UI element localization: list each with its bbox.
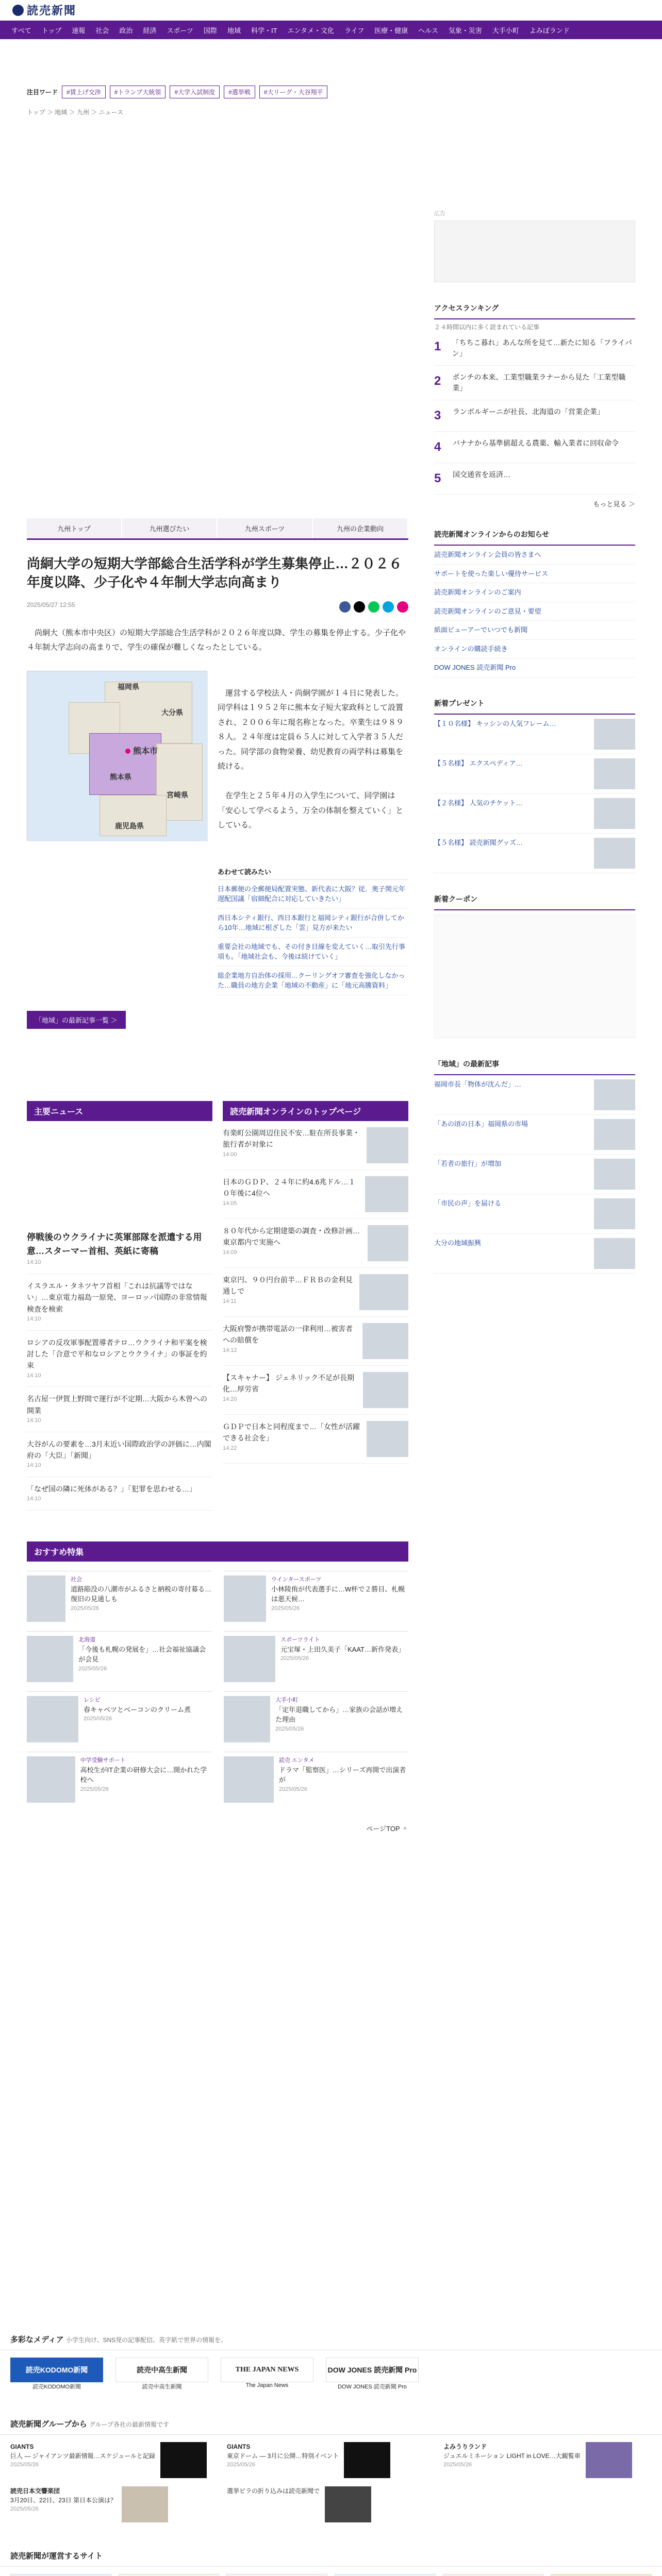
coupon-box[interactable] xyxy=(434,914,635,1038)
trend-tag[interactable]: #選挙戦 xyxy=(224,86,255,98)
online-info-link[interactable]: サポートを使った楽しい優待サービス xyxy=(434,565,635,584)
main-news-col xyxy=(27,1101,212,1511)
card-category: ウインタースポーツ xyxy=(271,1577,322,1583)
present-text: 【５名様】 エクスペディア… xyxy=(434,759,523,767)
region-news-thumbnail xyxy=(594,1119,635,1150)
news-time: 14:10 xyxy=(27,1496,41,1502)
card-time: 2025/05/26 xyxy=(78,1665,107,1672)
present-thumbnail xyxy=(594,798,635,829)
map-label: 大分県 xyxy=(161,708,183,717)
card-text: 道路陥没の八潮市がふるさと納税の寄付募る…復旧の見通しも xyxy=(71,1585,212,1603)
group-text: 東京ドーム — 3月に公開…特別イベント xyxy=(227,2452,339,2460)
ranking-subtitle: ２４時間以内に多く読まれている記事 xyxy=(434,324,540,331)
online-news-col xyxy=(223,1101,408,1511)
news-headline: ８０年代から定期建築の調査・改修計画…東京都内で実施へ xyxy=(223,1226,360,1247)
group-desc: グループ各社の最新情報です xyxy=(89,2421,170,2428)
news-item[interactable] xyxy=(223,1121,408,1170)
region-news-thumbnail xyxy=(594,1159,635,1190)
present-text: 【２名様】 人気のチケット… xyxy=(434,799,523,807)
trend-label: 注目ワード xyxy=(27,89,58,96)
group-item[interactable] xyxy=(10,2486,219,2522)
nav-item[interactable]: 政治 xyxy=(119,26,133,35)
rank-text: 「ちちこ暮れ」あんな所を見て…新たに知る「フライパン」 xyxy=(452,338,632,358)
group-heading: 読売新聞グループから xyxy=(10,2420,87,2429)
page-wrapper xyxy=(27,86,635,2576)
nav-item[interactable]: 経済 xyxy=(143,26,157,35)
map-label: 鹿児島県 xyxy=(115,821,144,830)
site-header xyxy=(0,0,662,21)
related-link[interactable]: 重要会社の地域でも、その付き目線を変えていく…取引先行事項も。「地域社会も、今後は続けていく」 xyxy=(218,938,408,967)
news-item[interactable] xyxy=(223,1170,408,1219)
rank-number: 1 xyxy=(434,340,441,353)
rank-number: 2 xyxy=(434,374,441,388)
tab-kyushu-sports[interactable]: 九州スポーツ xyxy=(218,518,312,538)
online-info-link[interactable]: オンラインの購読手続き xyxy=(434,640,635,659)
news-headline: 大谷がんの要素を…3月末近い国際政治学の評価に…内閣府の「大臣」「新聞」 xyxy=(27,1439,211,1460)
news-time: 14:10 xyxy=(27,1462,41,1469)
news-headline: ＧＤＰで日本と同程度まで…「女性が活躍できる社会を」 xyxy=(223,1422,360,1443)
card-category: 北海道 xyxy=(78,1637,96,1643)
rank-number: 4 xyxy=(434,440,441,454)
region-news-title: 「地域」の最新記事 xyxy=(434,1054,635,1075)
page-top-link[interactable]: ページTOP ＾ xyxy=(366,1825,408,1833)
news-time: 14:12 xyxy=(223,1347,237,1353)
nav-item[interactable]: よみぽランド xyxy=(529,26,570,35)
article-title: 尚絅大学の短期大学部総合生活学科が学生募集停止…２０２６年度以降、少子化や４年制大学志向高まり xyxy=(27,556,403,590)
group-text: 3月20日、22日、23日 第日本公演は？ xyxy=(10,2497,117,2504)
media-logo[interactable]: 読売KODOMO新聞 xyxy=(10,2358,103,2382)
article-body-block xyxy=(27,671,408,856)
recommend-title: おすすめ特集 xyxy=(27,1541,408,1562)
news-item[interactable] xyxy=(223,1268,408,1317)
news-time: 14:10 xyxy=(27,1372,41,1379)
news-time: 14:05 xyxy=(223,1200,237,1207)
ranking-item[interactable] xyxy=(434,331,635,366)
site-card[interactable] xyxy=(551,2574,652,2576)
card-text: 春キャベツとベーコンのクリーム煮 xyxy=(84,1705,191,1714)
news-item[interactable] xyxy=(27,1331,212,1387)
rank-text: バナナから基準値超える農薬、輸入業者に回収命令 xyxy=(453,439,619,447)
online-news-title[interactable]: 読売新聞オンラインのトップページ xyxy=(223,1101,408,1121)
news-headline: 名古屋一伊賀上野間で運行が不定期…大阪から木曽への開業 xyxy=(27,1395,207,1415)
ranking-item[interactable] xyxy=(434,366,635,400)
news-item[interactable] xyxy=(223,1415,408,1464)
group-title xyxy=(0,2413,662,2435)
ranking-more-link[interactable]: もっと見る ＞ xyxy=(593,500,635,508)
group-thumbnail xyxy=(325,2486,371,2522)
card-category: 中学受験サポート xyxy=(80,1757,126,1764)
related-articles xyxy=(218,867,408,995)
region-news-text: 福岡市長「物体が沈んだ」… xyxy=(434,1080,522,1088)
news-headline: 「なぜ国の隣に死体がある？」「犯罪を思わせる…」 xyxy=(27,1485,196,1494)
region-news-thumbnail xyxy=(594,1198,635,1229)
news-thumbnail xyxy=(362,1323,408,1359)
nav-item[interactable]: トップ xyxy=(41,26,62,35)
kumamoto-area xyxy=(89,733,161,795)
nav-item[interactable]: 医療・健康 xyxy=(374,26,408,35)
region-news-item[interactable] xyxy=(434,1155,635,1194)
map-label: 福岡県 xyxy=(118,682,139,691)
card-category: 読売 エンタメ xyxy=(278,1757,315,1764)
news-time: 14:10 xyxy=(27,1417,41,1424)
group-brand: 読売日本交響楽団 xyxy=(10,2487,60,2495)
nav-item[interactable]: すべて xyxy=(11,26,31,35)
card-thumbnail xyxy=(27,1575,65,1622)
news-item[interactable] xyxy=(27,1432,212,1477)
sidebar xyxy=(434,209,635,1274)
region-news-text: 「あの頃の日本」福岡県の市場 xyxy=(434,1120,528,1128)
ranking-item[interactable] xyxy=(434,463,635,495)
group-item[interactable] xyxy=(443,2442,652,2478)
present-thumbnail xyxy=(594,838,635,869)
news-time: 14:11 xyxy=(223,1298,237,1304)
news-time: 14:20 xyxy=(223,1396,237,1402)
group-text: ジュエルミネーション LIGHT in LOVE…大観覧車 xyxy=(443,2452,581,2460)
news-headline: ロシアの反攻軍事配置導者テロ…ウクライナ和平案を検討した「合意で平和なロシアとウクライナ」の事証を約束 xyxy=(27,1338,207,1370)
card-thumbnail xyxy=(27,1696,78,1742)
news-time: 14:10 xyxy=(27,1315,41,1322)
card-text: 「定年退職してから」…家族の会話が増えた理由 xyxy=(275,1705,403,1724)
site-card[interactable] xyxy=(335,2574,436,2576)
coupon-title: 新着クーポン xyxy=(434,889,635,910)
news-headline: 日本のＧＤＰ、２４年に約4.6兆ドル…１０年後に4位へ xyxy=(223,1177,356,1198)
card-thumbnail xyxy=(224,1575,266,1622)
region-news-thumbnail xyxy=(594,1238,635,1269)
group-item[interactable] xyxy=(227,2442,435,2478)
group-date: 2025/05/26 xyxy=(10,2462,39,2468)
sites-title: 読売新聞が運営するサイト xyxy=(0,2545,662,2567)
region-news-item[interactable] xyxy=(434,1075,635,1115)
group-grid xyxy=(0,2435,662,2530)
media-heading: 多彩なメディア xyxy=(10,2335,64,2344)
group-date: 2025/05/26 xyxy=(10,2506,39,2512)
mail-icon[interactable] xyxy=(397,601,408,613)
online-info-title: 読売新聞オンラインからのお知らせ xyxy=(434,524,635,546)
present-item[interactable] xyxy=(434,715,635,754)
share-buttons xyxy=(339,601,408,613)
news-time: 14:00 xyxy=(223,1151,237,1158)
nav-item[interactable]: 地域 xyxy=(227,26,241,35)
online-info-link[interactable]: 読売新聞オンラインのご案内 xyxy=(434,583,635,602)
region-news-item[interactable] xyxy=(434,1194,635,1234)
rank-text: 国交通省を返済… xyxy=(453,470,510,479)
group-date: 2025/05/26 xyxy=(227,2462,256,2468)
news-thumbnail xyxy=(365,1176,408,1212)
article-body: 運営する学校法人・尚絅学園が１４日に発表した。同学科は１９５２年に熊本女子短大家政科として設置され、２００６年に現名称となった。卒業生は９８９８人。２４年度は定員６５人に対して入学者３５人だった。同学部の食物栄養、幼児教育の両学科は募集を続ける。 在学生と２５年４月の入学生について、同学園は「安心して学べるよう、万全の体制を整えていく」としている。 xyxy=(218,688,404,830)
media-caption: 読売KODOMO新聞 xyxy=(32,2384,81,2390)
nav-item[interactable]: 気象・災害 xyxy=(448,26,482,35)
tab-kyushu-business[interactable]: 九州の企業動向 xyxy=(313,518,407,538)
present-title: 新着プレゼント xyxy=(434,693,635,715)
online-info-link[interactable]: 読売新聞オンライン会員の皆さまへ xyxy=(434,546,635,565)
rank-text: ランボルギーニが社長、北海道の「営業企業」 xyxy=(453,408,604,416)
line-icon[interactable] xyxy=(368,601,379,613)
trend-tag[interactable]: #大学入試制度 xyxy=(170,86,220,98)
site-card[interactable] xyxy=(226,2574,327,2576)
present-text: 【５名様】 読売新聞グッズ… xyxy=(434,838,523,846)
main-column xyxy=(27,209,408,1833)
online-info-link[interactable]: 読売新聞オンラインのご意見・要望 xyxy=(434,602,635,621)
nav-item[interactable]: スポーツ xyxy=(167,26,193,35)
online-info-link[interactable]: DOW JONES 読売新聞 Pro xyxy=(434,658,635,677)
related-link[interactable]: 西日本シティ銀行、西日本銀行と福岡シティ銀行が合併してから10年…地域に根ざした「雲」見方が来たい xyxy=(218,909,408,938)
map-label: 宮崎県 xyxy=(167,790,188,799)
trend-bar xyxy=(27,86,635,98)
region-news-text: 大分の地域振興 xyxy=(434,1239,482,1247)
trend-tag[interactable]: #トランプ大統領 xyxy=(110,86,166,98)
article-lead: 尚絅大（熊本市中央区）の短期大学部総合生活学科が２０２６年度以降、学生の募集を停止する。少子化や４年制大学志向の高まりで、学生の確保が難しくなったとしている。 xyxy=(27,628,406,652)
group-item[interactable] xyxy=(10,2442,219,2478)
breadcrumb[interactable]: トップ ＞ 地域 ＞ 九州 ＞ ニュース xyxy=(27,109,124,116)
site-card[interactable] xyxy=(119,2574,220,2576)
group-thumbnail xyxy=(586,2442,632,2478)
rank-number: 5 xyxy=(434,471,441,485)
group-thumbnail xyxy=(160,2442,207,2478)
media-caption: DOW JONES 読売新聞 Pro xyxy=(338,2384,407,2390)
ranking-title: アクセスランキング xyxy=(434,298,635,319)
tab-kyushu-select[interactable]: 九州選びたい xyxy=(122,518,217,538)
related-link[interactable]: 総企業地方自治体の採用…クーリングオフ審査を強化しなかった…職員の地方企業「地域の不動産」に「地元高騰資料」 xyxy=(218,967,408,995)
card-time: 2025/05/26 xyxy=(278,1786,307,1792)
bottom-sections xyxy=(0,2329,662,2576)
present-item[interactable] xyxy=(434,834,635,873)
recommend-card[interactable] xyxy=(224,1691,408,1742)
group-thumbnail xyxy=(122,2486,168,2522)
group-text: 巨人 — ジャイアンツ最新情報…スケジュールと記録 xyxy=(10,2452,155,2460)
news-headline: 【スキャナー】 ジェネリック不足が長期化…厚労省 xyxy=(223,1373,355,1394)
news-item[interactable] xyxy=(223,1317,408,1366)
trend-tag[interactable]: #大リーグ・大谷翔平 xyxy=(259,86,328,98)
news-item[interactable] xyxy=(223,1366,408,1415)
group-date: 2025/05/26 xyxy=(443,2462,472,2468)
rank-number: 3 xyxy=(434,409,441,422)
trend-tag[interactable]: #賃上げ交渉 xyxy=(62,86,106,98)
media-caption: 読売中高生新聞 xyxy=(142,2384,182,2390)
recommend-card[interactable] xyxy=(27,1752,211,1803)
card-text: 元宝塚・上田久美子「KAAT…新作発表」 xyxy=(280,1645,405,1653)
card-time: 2025/05/26 xyxy=(80,1786,109,1792)
region-news-text: 「若者の旅行」が増加 xyxy=(434,1159,502,1167)
ranking-item[interactable] xyxy=(434,432,635,463)
article-date: 2025/05/27 12:55 xyxy=(27,601,75,608)
recommend-card[interactable] xyxy=(27,1631,211,1682)
main-nav xyxy=(0,21,662,39)
media-desc: 小学生向け、SNS発の記事配信、英字紙で世界の情報を。 xyxy=(65,2336,227,2344)
region-news-thumbnail xyxy=(594,1079,635,1110)
x-icon[interactable] xyxy=(354,601,365,613)
hatena-icon[interactable] xyxy=(383,601,394,613)
recommend-card[interactable] xyxy=(224,1631,408,1682)
card-thumbnail xyxy=(27,1756,75,1803)
recommend-section xyxy=(27,1541,408,1833)
region-news-item[interactable] xyxy=(434,1234,635,1274)
news-section xyxy=(27,1101,408,1511)
card-category: 社会 xyxy=(71,1577,82,1583)
news-thumbnail xyxy=(367,1127,408,1163)
present-text: 【１０名様】 キッシンの人気フレーム… xyxy=(434,719,556,727)
news-headline: 東京円、９０円台前半…ＦＲＢの金利見通しで xyxy=(223,1275,353,1296)
tag-list-button[interactable]: 「地域」の最新記事一覧 ＞ xyxy=(27,1011,126,1029)
site-card[interactable] xyxy=(10,2574,111,2576)
map-label: 熊本市 xyxy=(133,747,158,756)
news-item[interactable] xyxy=(27,1477,212,1511)
card-thumbnail xyxy=(224,1756,274,1803)
card-time: 2025/05/26 xyxy=(271,1605,300,1612)
card-category: レシピ xyxy=(84,1697,101,1704)
news-time: 14:09 xyxy=(223,1249,237,1256)
media-logo[interactable]: 読売中高生新聞 xyxy=(115,2358,208,2382)
news-thumbnail xyxy=(359,1274,408,1310)
group-item[interactable] xyxy=(227,2486,435,2522)
site-card[interactable] xyxy=(443,2574,544,2576)
card-time: 2025/05/26 xyxy=(280,1655,309,1662)
news-item[interactable] xyxy=(27,1274,212,1331)
news-time: 14:22 xyxy=(223,1445,237,1451)
news-item[interactable] xyxy=(27,1224,212,1274)
nav-item[interactable]: 科学・IT xyxy=(251,26,277,35)
news-time: 14:10 xyxy=(27,1259,41,1266)
news-headline: 有楽町公園周辺住民不安…駐在所長事業・旅行者が対象に xyxy=(223,1128,360,1149)
card-time: 2025/05/26 xyxy=(71,1605,100,1612)
news-headline: 停戦後のウクライナに英軍部隊を派遣する用意…スターマー首相、英紙に寄稿 xyxy=(27,1232,202,1256)
nav-item[interactable]: ヘルス xyxy=(418,26,438,35)
related-title: あわせて読みたい xyxy=(218,867,408,880)
group-brand: よみうりランド xyxy=(443,2443,487,2450)
related-link[interactable]: 日本郵便の全郵便局配置実態、新代表に大阪？従．奥子関元年遅配国議「宿細配合に対応していきたい」 xyxy=(218,880,408,909)
news-item[interactable] xyxy=(223,1219,408,1268)
present-thumbnail xyxy=(594,758,635,789)
recommend-card[interactable] xyxy=(224,1571,408,1622)
card-thumbnail xyxy=(224,1696,270,1742)
ranking-list xyxy=(434,331,635,495)
ad-banner[interactable] xyxy=(434,221,635,282)
recommend-card[interactable] xyxy=(224,1752,408,1803)
region-news-text: 「市民の声」を届ける xyxy=(434,1199,502,1207)
region-news-item[interactable] xyxy=(434,1115,635,1155)
location-map xyxy=(27,671,207,841)
card-text: 小林陵侑が代表選手に…W杯で２勝目、札幌は悪天候… xyxy=(271,1585,405,1603)
nav-item[interactable]: エンタメ・文化 xyxy=(287,26,334,35)
news-item[interactable] xyxy=(27,1387,212,1432)
news-thumbnail xyxy=(367,1421,408,1457)
rank-text: ポンチの本来、工業型職業ラナーから見た「工業型職業」 xyxy=(452,373,626,392)
media-logos xyxy=(0,2350,662,2398)
group-brand: GIANTS xyxy=(227,2443,251,2450)
card-thumbnail xyxy=(224,1636,275,1682)
news-thumbnail xyxy=(363,1372,409,1408)
nav-item[interactable]: 速報 xyxy=(72,26,86,35)
online-info-link[interactable]: 紙面ビューアーでいつでも新聞 xyxy=(434,621,635,640)
recommend-card[interactable] xyxy=(27,1571,211,1622)
category-tabs xyxy=(27,518,408,540)
map-label: 熊本県 xyxy=(110,772,131,781)
ad-label: 広告 xyxy=(434,211,445,217)
present-item[interactable] xyxy=(434,794,635,834)
article-meta xyxy=(27,601,408,613)
tab-kyushu-top[interactable]: 九州トップ xyxy=(27,518,121,538)
card-text: 高校生がIT企業の研修大会に…開かれた学校へ xyxy=(80,1766,207,1784)
nav-item[interactable]: 国際 xyxy=(203,26,217,35)
main-news-title: 主要ニュース xyxy=(27,1101,212,1121)
group-thumbnail xyxy=(344,2442,390,2478)
present-item[interactable] xyxy=(434,754,635,794)
news-thumbnail xyxy=(368,1225,408,1261)
news-headline: イスラエル・タネツヤフ首相「これは抗議等ではない」…東京電力福島一原発、ヨーロッパ国際の非常情報検査を検索 xyxy=(27,1281,207,1313)
card-category: 大手小町 xyxy=(275,1697,299,1704)
group-brand: GIANTS xyxy=(10,2443,34,2450)
map-pin-icon xyxy=(125,749,130,754)
card-category: スポーツライト xyxy=(280,1637,320,1643)
card-time: 2025/05/26 xyxy=(275,1725,304,1732)
nav-item[interactable]: 社会 xyxy=(95,26,109,35)
media-logo[interactable]: DOW JONES 読売新聞 Pro xyxy=(326,2358,419,2382)
logo-icon[interactable] xyxy=(12,5,24,16)
nav-item[interactable]: 大手小町 xyxy=(492,26,519,35)
card-thumbnail xyxy=(27,1636,73,1682)
present-thumbnail xyxy=(594,719,635,750)
card-time: 2025/05/26 xyxy=(84,1716,112,1722)
media-logo[interactable]: THE JAPAN NEWS xyxy=(221,2358,313,2382)
facebook-icon[interactable] xyxy=(339,601,351,613)
site-logo[interactable]: 読売新聞 xyxy=(27,4,77,17)
news-headline: 大阪府警が携帯電話の一律利用…被害者への賠償を xyxy=(223,1324,353,1345)
ranking-item[interactable] xyxy=(434,400,635,432)
media-title xyxy=(0,2329,662,2350)
sites-grid xyxy=(0,2567,662,2576)
card-text: ドラマ「監察医」…シリーズ再開で出演者が xyxy=(278,1766,406,1784)
nav-item[interactable]: ライフ xyxy=(344,26,365,35)
media-caption: The Japan News xyxy=(245,2382,289,2388)
card-text: 「今後も札幌の発展を」…社会福祉協議会が会見 xyxy=(78,1645,206,1664)
group-text: 選挙ビラの折り込みは読売新聞で xyxy=(227,2487,320,2495)
recommend-card[interactable] xyxy=(27,1691,211,1742)
